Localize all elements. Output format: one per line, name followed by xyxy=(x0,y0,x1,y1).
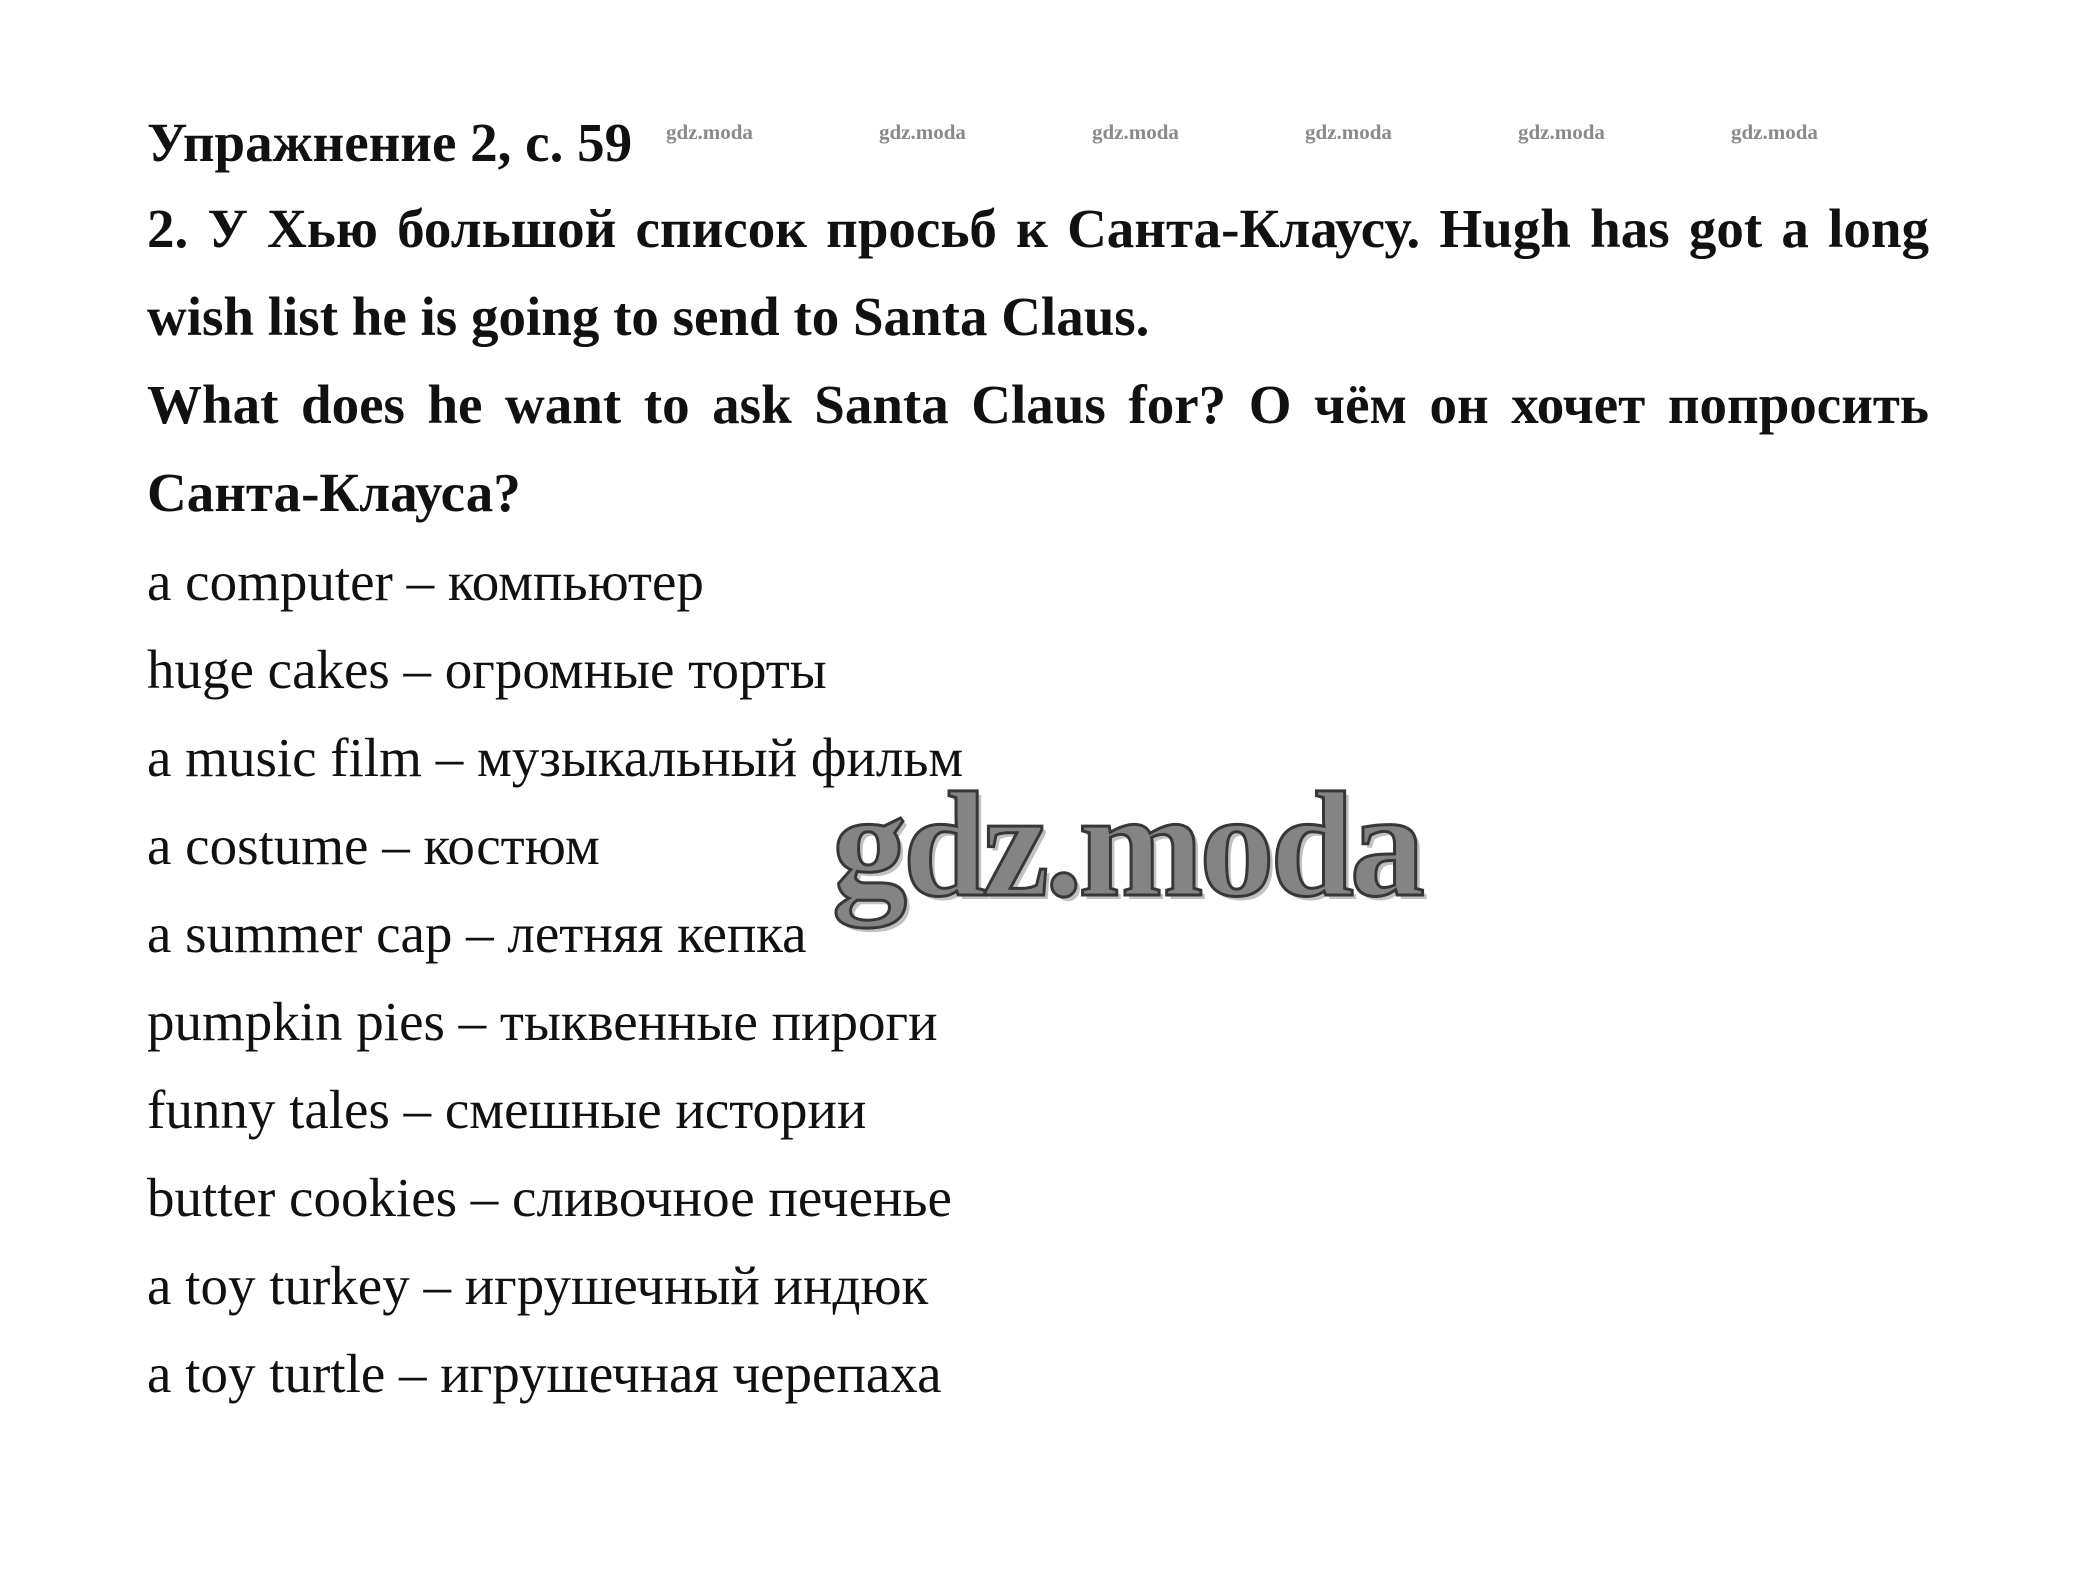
list-item: butter cookies – сливочное печенье xyxy=(147,1167,952,1228)
wish-list xyxy=(147,538,963,1418)
list-item: pumpkin pies – тыквенные пироги xyxy=(147,991,938,1052)
task-question: What does he want to ask Santa Claus for? О чём он хочет попросить Санта-Клауса? xyxy=(147,374,1929,523)
task-instruction: 2. У Хью большой список просьб к Санта-Клаусу. Hugh has got a long wish list he is going to send to Santa Claus. xyxy=(147,198,1929,347)
exercise-heading: Упражнение 2, с. 59 xyxy=(147,112,633,173)
watermark-small: gdz.moda xyxy=(666,120,753,144)
list-item: a summer cap – летняя кепка xyxy=(147,903,807,964)
list-item: huge cakes – огромные торты xyxy=(147,639,827,700)
list-item: funny tales – смешные истории xyxy=(147,1079,867,1140)
watermark-large: gdz.moda xyxy=(832,762,1421,928)
list-item: a music film – музыкальный фильм xyxy=(147,727,964,788)
watermark-small: gdz.moda xyxy=(1731,120,1818,144)
list-item: a computer – компьютер xyxy=(147,551,704,612)
watermark-small: gdz.moda xyxy=(1305,120,1392,144)
list-item: a toy turkey – игрушечный индюк xyxy=(147,1255,929,1316)
watermark-small: gdz.moda xyxy=(1092,120,1179,144)
watermark-small: gdz.moda xyxy=(879,120,966,144)
watermark-small: gdz.moda xyxy=(1518,120,1605,144)
list-item: a costume – костюм xyxy=(147,815,600,876)
list-item: a toy turtle – игрушечная черепаха xyxy=(147,1343,942,1404)
